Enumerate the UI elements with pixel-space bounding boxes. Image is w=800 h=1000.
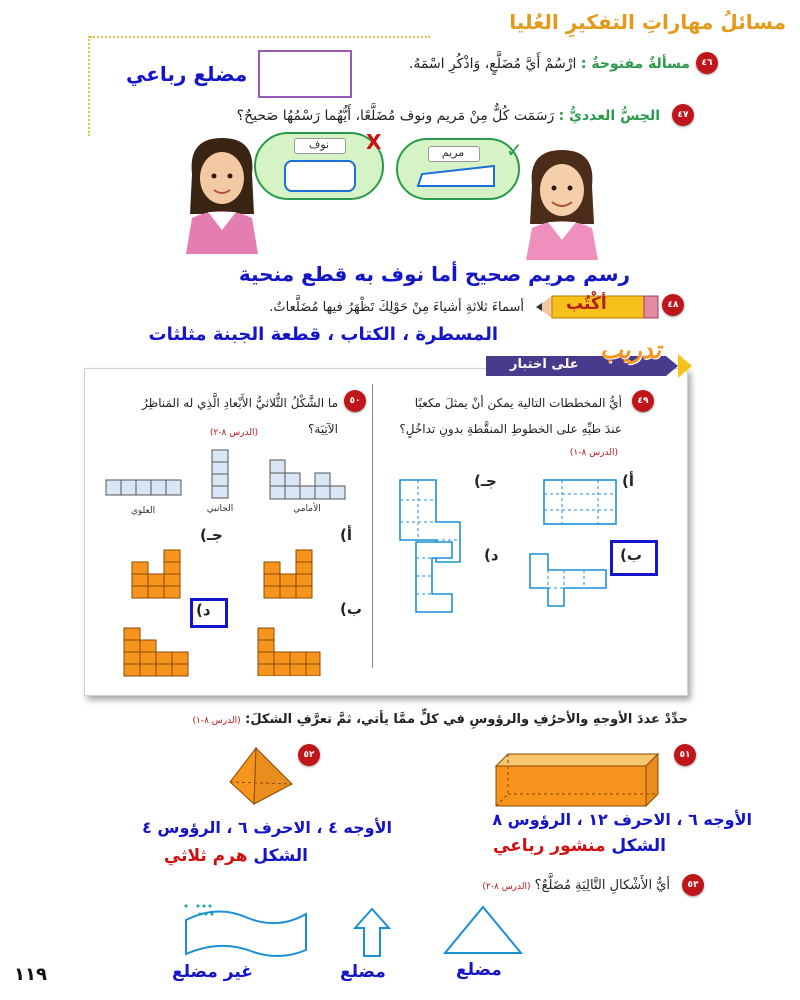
label-arrow: مضلع — [340, 962, 386, 982]
girl-noof-image — [178, 134, 266, 254]
cube-net-a — [542, 478, 618, 526]
answer-52-shape — [164, 846, 308, 866]
question-53-lesson: (الدرس ٨-٢) — [482, 882, 531, 892]
section-title: مسائلُ مهاراتِ التفكيرِ العُليا — [509, 10, 786, 34]
q50-choice-b-label[interactable]: ب) — [340, 600, 362, 618]
arrow-shape — [352, 906, 392, 958]
header-divider-vertical — [88, 36, 90, 136]
cube-stack-c — [130, 540, 182, 600]
question-50-lesson: (الدرس ٨-٢) — [209, 428, 258, 438]
maryam-drawn-shape — [414, 162, 498, 190]
maryam-name: مريم — [441, 146, 465, 159]
answer-51-shape-name: منشور رباعي — [493, 836, 606, 856]
cube-stack-b — [256, 626, 322, 676]
question-47-label: الحِسُّ العدديُّ : — [558, 108, 660, 124]
question-50-line2: الآتِيَة؟ — [308, 422, 338, 436]
question-47-prompt: رَسَمَت كُلٌّ مِنْ مَريم ونوف مُضَلَّعًا، أَيُّهُما رَسْمُهُا صَحيحٌ؟ — [236, 108, 555, 124]
answer-52-shape-label: الشكل — [253, 846, 308, 866]
question-46-prompt: ارْسُمْ أَيَّ مُضَلَّعٍ، وَاذْكُرِ اسْمَهُ. — [408, 56, 577, 72]
triangle-shape — [442, 904, 524, 956]
question-53-text — [482, 878, 670, 893]
view-front-label: الأمامي — [293, 504, 321, 514]
question-47-text — [237, 108, 660, 124]
q49-choice-a-label[interactable]: أ) — [622, 472, 634, 490]
question-number-52: ٥٢ — [298, 744, 320, 766]
cube-stack-d — [122, 624, 190, 678]
question-48-text: أسماءَ ثلاثةِ أشياءَ مِنْ حَوْلِكَ تَظْهَرُ فيها مُضَلَّعاتٌ. — [269, 300, 524, 315]
practice-banner-sub: على اختبار — [510, 357, 579, 372]
q49-choice-c-label[interactable]: جـ) — [474, 472, 497, 490]
q50-choice-a-label[interactable]: أ) — [340, 526, 352, 544]
q50-choice-c-label[interactable]: جـ) — [200, 526, 223, 544]
view-top-label: العلوي — [130, 506, 156, 516]
check-mark: ✓ — [506, 138, 523, 162]
question-46-label: مسألةٌ مفتوحةٌ : — [580, 56, 690, 72]
page-number: ١١٩ — [14, 964, 47, 985]
question-number-48: ٤٨ — [662, 294, 684, 316]
question-49-lesson: (الدرس ٨-١) — [569, 448, 618, 458]
instructions-lesson: (الدرس ٨-١) — [192, 716, 241, 726]
label-triangle: مضلع — [456, 960, 502, 980]
noof-name: نوف — [308, 138, 330, 151]
view-top — [104, 478, 182, 498]
view-front — [268, 458, 346, 500]
noof-drawn-shape — [284, 160, 356, 192]
question-46-text — [409, 56, 690, 72]
answer-51-shape-label: الشكل — [611, 836, 666, 856]
question-number-46: ٤٦ — [696, 52, 718, 74]
practice-banner-main: تدريب — [600, 336, 662, 364]
triangular-pyramid — [226, 746, 296, 808]
instructions-main: حدِّدْ عددَ الأوجهِ والأحرُفِ والرؤوسِ في كلٍّ ممَّا يأتي، ثمَّ تعرَّفِ الشكلَ: — [245, 712, 688, 727]
q49-choice-d-label[interactable]: د) — [484, 546, 499, 564]
question-number-50: ٥٠ — [344, 390, 366, 412]
q50-choice-d-label[interactable]: د) — [196, 601, 211, 619]
question-number-51: ٥١ — [674, 744, 696, 766]
wave-shape — [178, 900, 310, 960]
cube-net-d — [414, 540, 454, 614]
view-side-label: الجانبي — [206, 504, 234, 514]
view-side — [210, 448, 230, 502]
label-wave: غير مضلع — [172, 962, 253, 982]
q49-choice-b-label[interactable]: ب) — [620, 546, 642, 564]
rectangular-prism — [494, 752, 660, 808]
answer-51-counts: الأوجه ٦ ، الاحرف ١٢ ، الرؤوس ٨ — [492, 810, 752, 829]
question-50-line1: ما الشَّكْلُ الثُّلاثيُّ الأَبْعادِ الَّذِي له المَناظِرُ — [142, 396, 338, 410]
write-badge: أكْتُب — [566, 294, 607, 314]
question-49-line1: أيُّ المخططات التالية يمكن أنْ يمثلَ مكعبًا — [414, 396, 622, 410]
answer-52-shape-name: هرم ثلاثي — [163, 846, 248, 866]
question-number-49: ٤٩ — [632, 390, 654, 412]
question-49-line2: عندَ طيِّهِ على الخطوطِ المنقَّطةِ بدونِ تداخُلٍ؟ — [399, 422, 622, 436]
answer-46: مضلع رباعي — [126, 62, 248, 86]
cube-stack-a — [262, 548, 318, 600]
answer-48: المسطرة ، الكتاب ، قطعة الجبنة مثلثات — [148, 324, 498, 345]
answer-47: رسم مريم صحيح أما نوف به قطع منحية — [238, 262, 630, 286]
answer-51-shape — [493, 836, 666, 856]
answer-52-counts: الأوجه ٤ ، الاحرف ٦ ، الرؤوس ٤ — [142, 818, 392, 837]
instructions-text — [192, 712, 688, 727]
question-number-47: ٤٧ — [672, 104, 694, 126]
wrong-mark: X — [366, 130, 382, 154]
girl-maryam-image — [518, 146, 606, 260]
question-number-53: ٥٣ — [682, 874, 704, 896]
cube-net-b — [528, 552, 608, 608]
section-header — [266, 6, 786, 40]
drawn-quadrilateral — [258, 50, 352, 98]
practice-divider — [372, 384, 373, 668]
header-divider — [90, 36, 430, 38]
question-53-prompt: أيُّ الأَشْكالِ التَّالِيَةِ مُضَلَّعٌ؟ — [534, 878, 670, 893]
